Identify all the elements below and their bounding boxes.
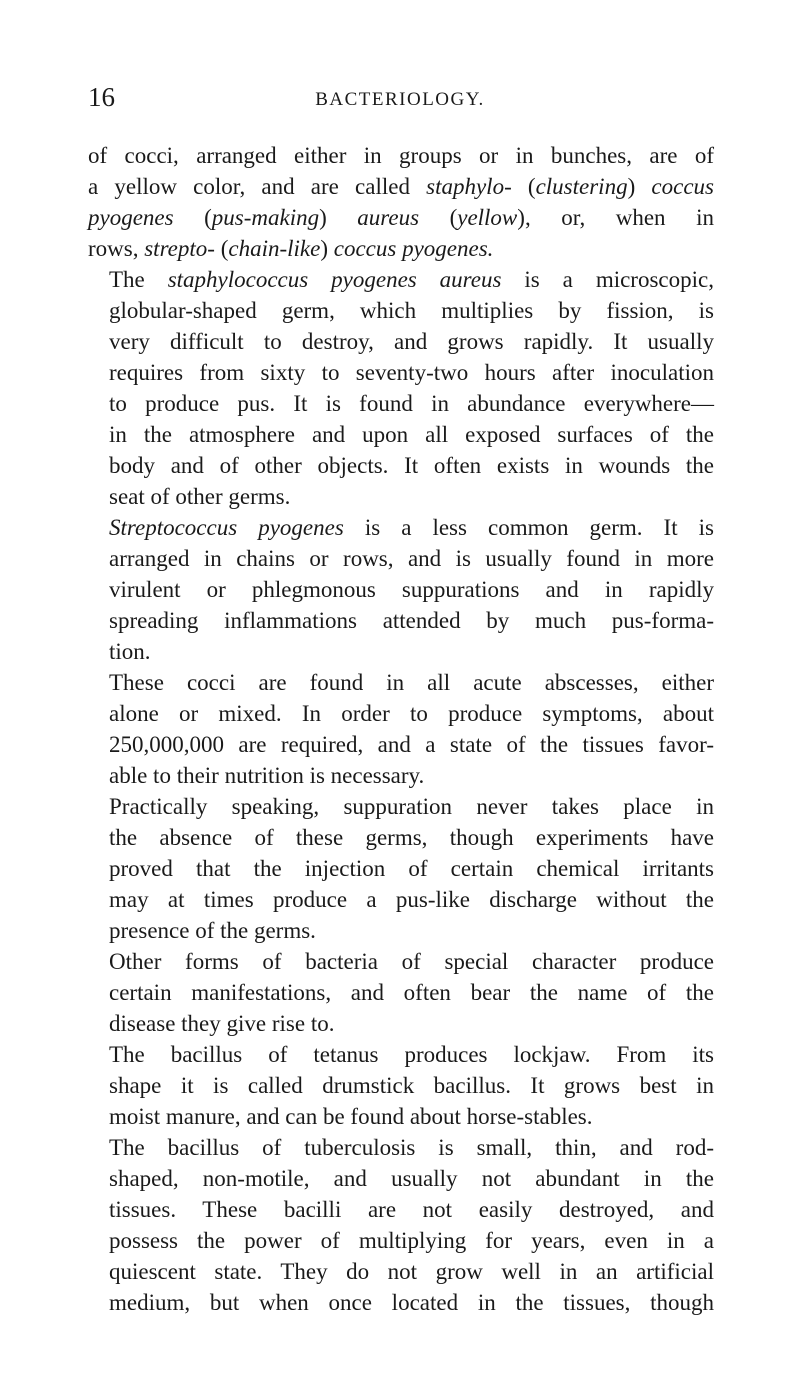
italic-term: pus-making <box>211 205 320 230</box>
italic-term: chain-like <box>228 236 321 261</box>
text-line: pyogenes (pus-making) aureus (yellow), or, when in <box>88 205 714 230</box>
italic-term: pyogenes <box>88 205 174 230</box>
page-number: 16 <box>88 82 115 112</box>
text-line: alone or mixed. In order to produce symptoms, about <box>109 701 714 726</box>
text-line: medium, but when once located in the tissues, though <box>109 1290 714 1315</box>
text-line: These cocci are found in all acute abscesses, either <box>109 670 714 695</box>
text-line: of cocci, arranged either in groups or in bunches, are of <box>88 143 714 168</box>
text-line: arranged in chains or rows, and is usually found in more <box>109 546 714 571</box>
italic-term: clustering <box>535 174 628 199</box>
body-text <box>88 140 714 1318</box>
text-line: very difficult to destroy, and grows rapidly. It usually <box>109 329 714 354</box>
text-line: 250,000,000 are required, and a state of the tissues favor- <box>109 732 714 757</box>
text-line: spreading inflammations attended by much pus-forma- <box>109 608 714 633</box>
text-line: tissues. These bacilli are not easily destroyed, and <box>109 1197 714 1222</box>
running-title: BACTERIOLOGY. <box>315 89 485 110</box>
text-line: body and of other objects. It often exists in wounds the <box>109 453 714 478</box>
text-line: certain manifestations, and often bear the name of the <box>109 980 714 1005</box>
paragraph <box>88 1039 714 1132</box>
italic-term: Streptococcus pyogenes <box>109 515 344 540</box>
text-line: a yellow color, and are called staphylo- (clustering) coccus <box>88 174 714 199</box>
text-line: virulent or phlegmonous suppurations and in rapidly <box>109 577 714 602</box>
text-line: tion. <box>109 639 151 664</box>
text-line: able to their nutrition is necessary. <box>109 763 425 788</box>
text-line: proved that the injection of certain chemical irritants <box>109 856 714 881</box>
text-line: The staphylococcus pyogenes aureus is a microscopic, <box>109 267 714 292</box>
text-line: rows, strepto- (chain-like) coccus pyogenes. <box>88 236 494 261</box>
italic-term: staphylo- <box>426 174 512 199</box>
text-line: The bacillus of tetanus produces lockjaw. From its <box>109 1042 714 1067</box>
paragraph <box>88 1132 714 1318</box>
text-line: Streptococcus pyogenes is a less common germ. It is <box>109 515 714 540</box>
text-line: shape it is called drumstick bacillus. It grows best in <box>109 1073 714 1098</box>
paragraph <box>88 512 714 667</box>
text-line: to produce pus. It is found in abundance everywhere— <box>109 391 714 416</box>
italic-term: coccus <box>651 174 714 199</box>
paragraph <box>88 264 714 512</box>
text-line: Other forms of bacteria of special character produce <box>109 949 714 974</box>
italic-term: strepto- <box>144 236 215 261</box>
paragraph <box>88 667 714 791</box>
paragraph <box>88 946 714 1039</box>
text-line: in the atmosphere and upon all exposed surfaces of the <box>109 422 714 447</box>
paragraph <box>88 791 714 946</box>
text-line: quiescent state. They do not grow well in an artificial <box>109 1259 714 1284</box>
text-line: may at times produce a pus-like discharge without the <box>109 887 714 912</box>
text-line: presence of the germs. <box>109 918 316 943</box>
text-line: possess the power of multiplying for years, even in a <box>109 1228 714 1253</box>
text-line: Practically speaking, suppuration never takes place in <box>109 794 714 819</box>
italic-term: staphylococcus pyogenes aureus <box>167 267 502 292</box>
italic-term: coccus pyogenes. <box>333 236 494 261</box>
text-line: globular-shaped germ, which multiplies by fission, is <box>109 298 714 323</box>
text-line: requires from sixty to seventy-two hours after inoculation <box>109 360 714 385</box>
text-line: The bacillus of tuberculosis is small, thin, and rod- <box>109 1135 714 1160</box>
text-line: disease they give rise to. <box>109 1011 335 1036</box>
text-line: shaped, non-motile, and usually not abundant in the <box>109 1166 714 1191</box>
text-line: moist manure, and can be found about horse-stables. <box>109 1104 593 1129</box>
italic-term: yellow <box>457 205 518 230</box>
text-line: seat of other germs. <box>109 484 291 509</box>
paragraph <box>88 140 714 264</box>
italic-term: aureus <box>357 205 420 230</box>
text-line: the absence of these germs, though experiments have <box>109 825 714 850</box>
